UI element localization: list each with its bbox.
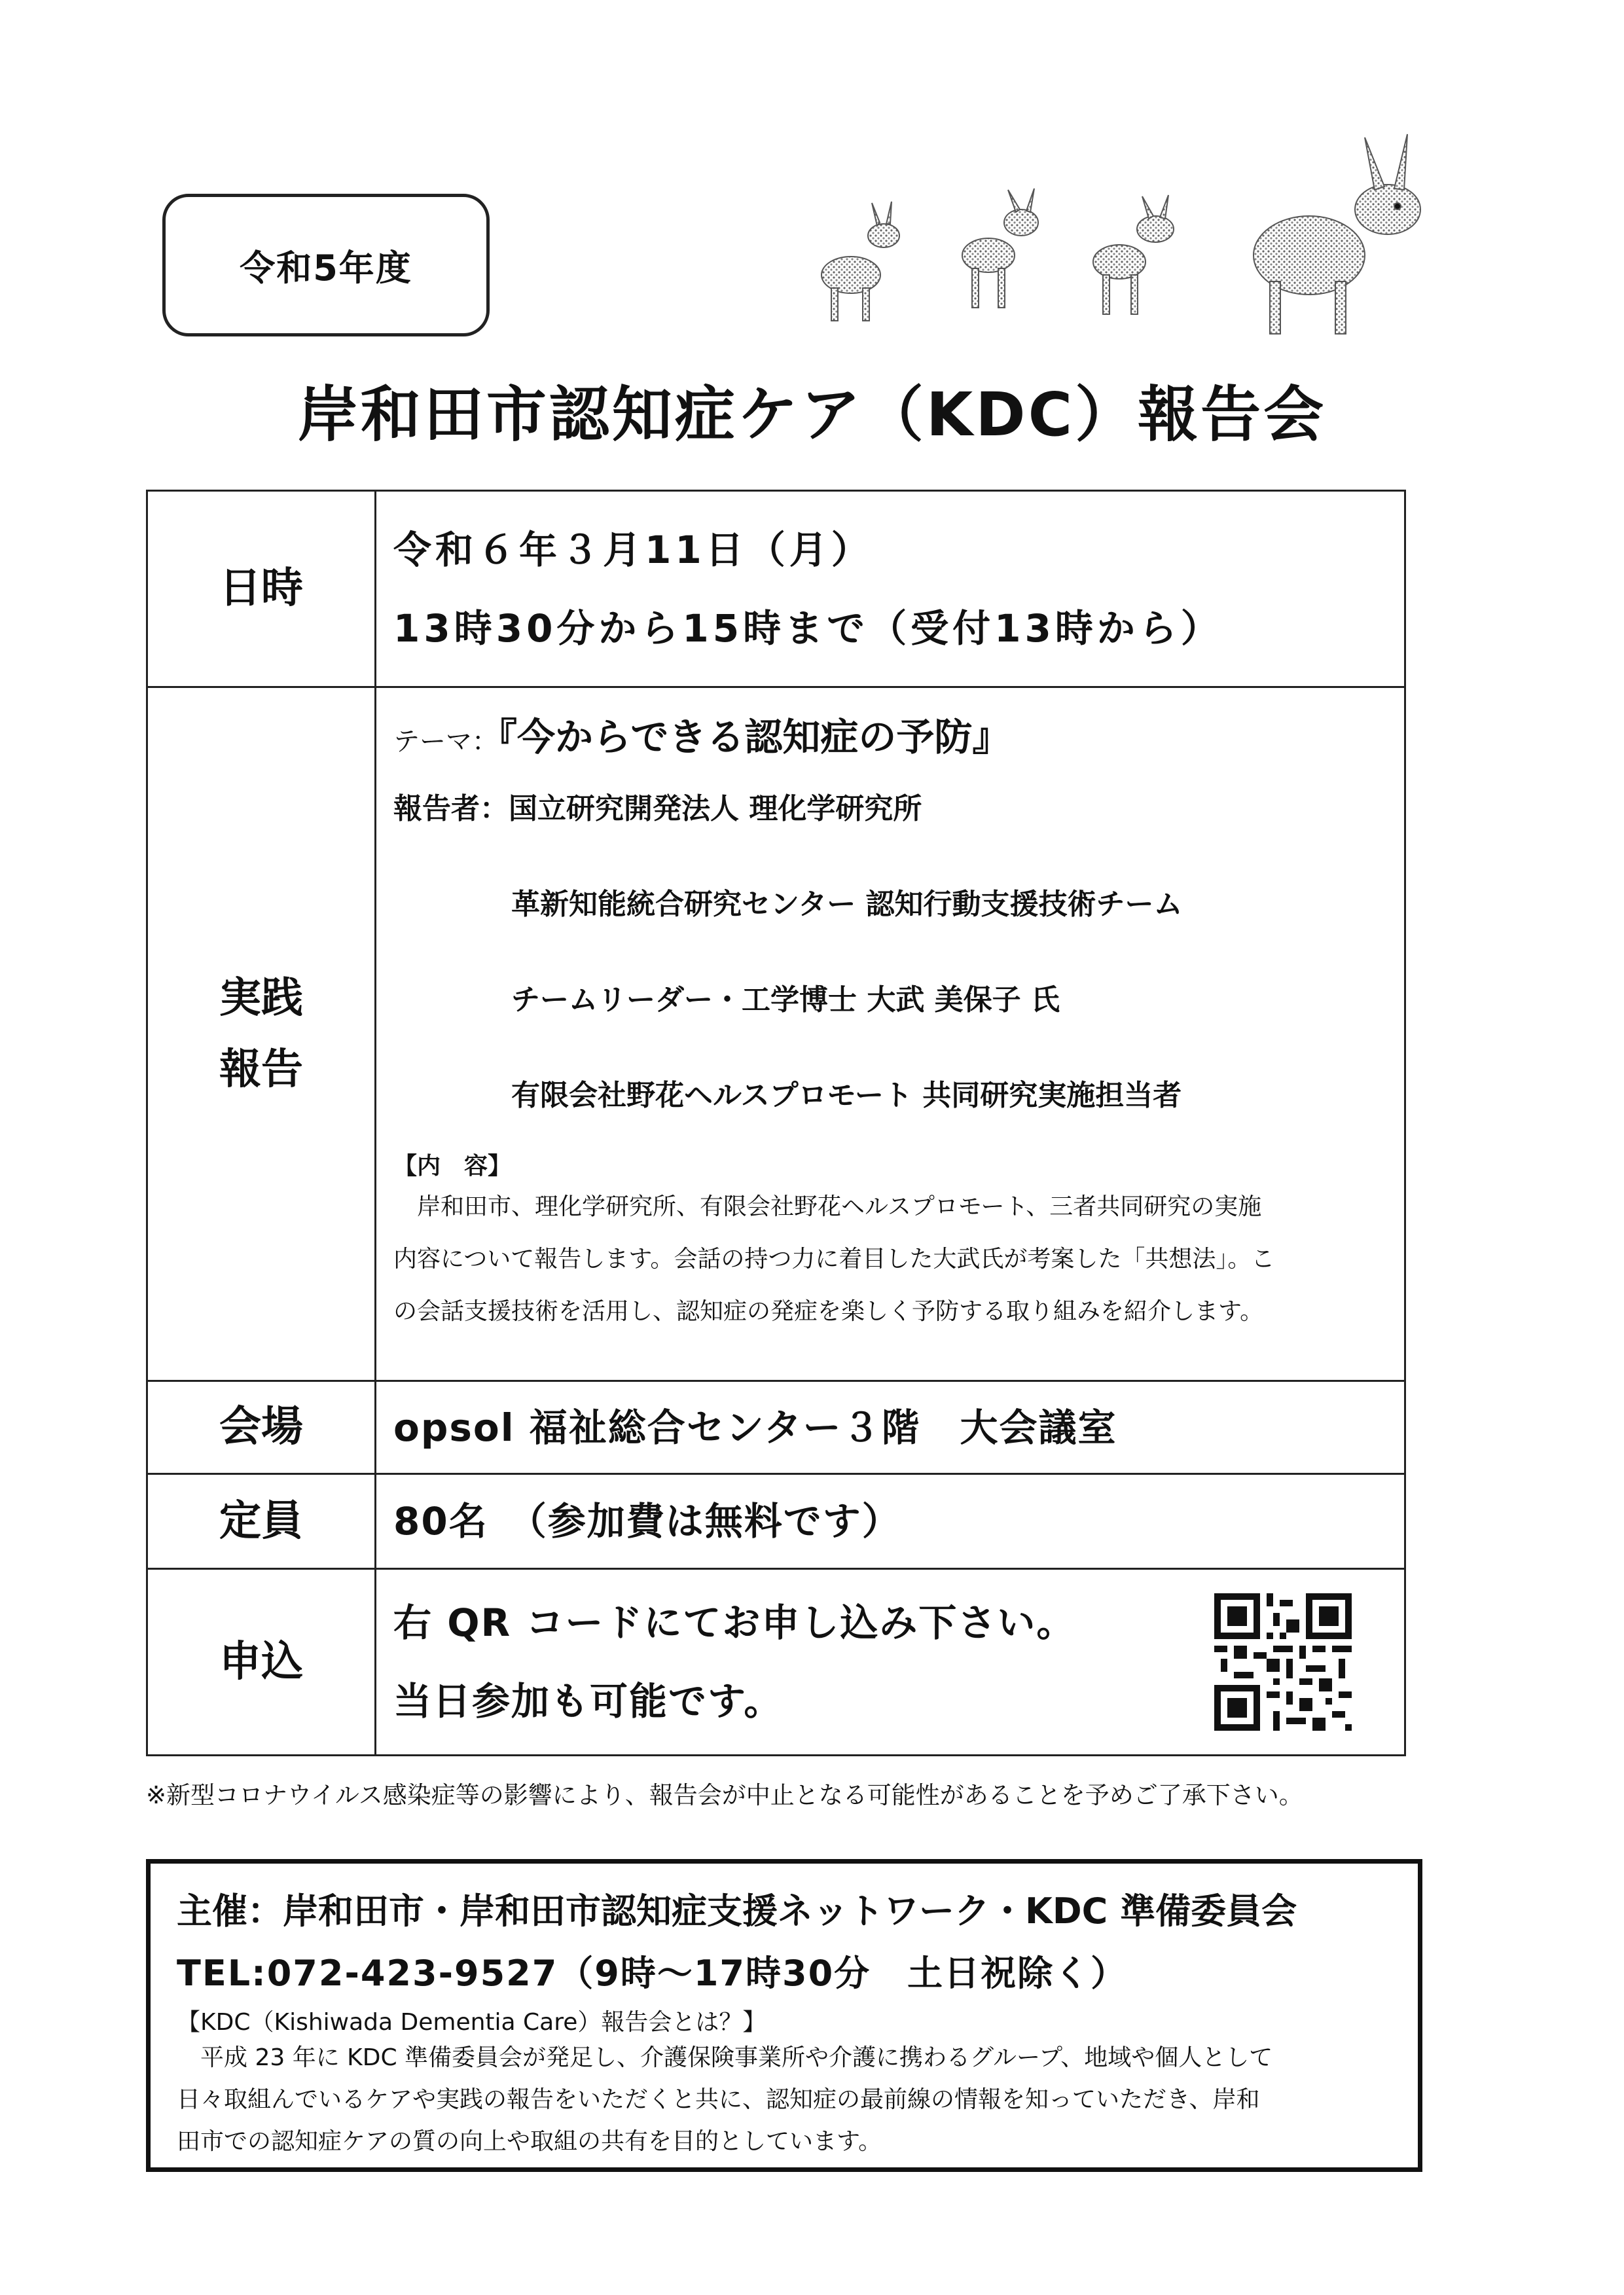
reporter-line: チームリーダー・工学博士 大武 美保子 氏 xyxy=(511,983,1060,1017)
about-heading: 【KDC（Kishiwada Dementia Care）報告会とは？】 xyxy=(177,2009,767,2036)
donkey-icon xyxy=(962,189,1038,308)
table-row-venue xyxy=(147,1381,1405,1474)
donkey-icon xyxy=(1093,195,1174,314)
datetime-cell xyxy=(376,491,1405,687)
about-line: 平成 23 年に KDC 準備委員会が発足し、介護保険事業所や介護に携わるグループ、地域や個人として xyxy=(177,2044,1273,2071)
content-line: の会話支援技術を活用し、認知症の発症を楽しく予防する取り組みを紹介します。 xyxy=(393,1298,1264,1325)
cancellation-notice: ※新型コロナウイルス感染症等の影響により、報告会が中止となる可能性があることを予めご了承下さい。 xyxy=(146,1781,1303,1809)
event-info-table xyxy=(146,490,1406,1756)
about-line: 田市での認知症ケアの質の向上や取組の共有を目的としています。 xyxy=(177,2128,882,2155)
about-line: 日々取組んでいるケアや実践の報告をいただくと共に、認知症の最前線の情報を知っていただき、岸和 xyxy=(177,2086,1260,2113)
content-heading: 【内 容】 xyxy=(393,1153,512,1180)
about-text xyxy=(177,2037,1392,2163)
report-label-line2: 報告 xyxy=(219,1045,303,1094)
venue-value: opsol 福祉総合センター３階 大会議室 xyxy=(393,1405,1117,1450)
theme-title: 『今からできる認知症の予防』 xyxy=(498,715,1011,759)
venue-label: 会場 xyxy=(147,1381,376,1474)
venue-cell xyxy=(376,1381,1405,1474)
content-description xyxy=(393,1181,1387,1338)
reporter-line: 革新知能統合研究センター 認知行動支援技術チーム xyxy=(511,888,1183,921)
phone-number[interactable]: TEL:072-423-9527（9時～17時30分 土日祝除く） xyxy=(177,1953,1128,1994)
table-row-capacity xyxy=(147,1474,1405,1569)
datetime-label: 日時 xyxy=(147,491,376,687)
table-row-apply xyxy=(147,1569,1405,1756)
report-cell xyxy=(376,687,1405,1381)
event-time: 13時30分から15時まで（受付13時から） xyxy=(393,605,1223,651)
organizer: 主催：岸和田市・岸和田市認知症支援ネットワーク・KDC 準備委員会 xyxy=(177,1890,1297,1932)
capacity-value: 80名 （参加費は無料です） xyxy=(393,1499,901,1544)
fiscal-year-text: 令和5年度 xyxy=(240,247,412,289)
report-label xyxy=(147,687,376,1381)
reporter-line: 報告者：国立研究開発法人 理化学研究所 xyxy=(393,792,922,825)
theme-prefix: テーマ： xyxy=(393,727,498,757)
report-label-line1: 実践 xyxy=(219,973,303,1022)
apply-cell xyxy=(376,1569,1405,1756)
apply-label: 申込 xyxy=(147,1569,376,1756)
table-row-report xyxy=(147,687,1405,1381)
apply-line1: 右 QR コードにてお申し込み下さい。 xyxy=(393,1600,1076,1645)
content-line: 岸和田市、理化学研究所、有限会社野花ヘルスプロモート、三者共同研究の実施 xyxy=(393,1193,1262,1220)
donkey-icon xyxy=(1254,134,1420,334)
table-row-datetime xyxy=(147,491,1405,687)
donkey-illustration xyxy=(812,124,1440,347)
event-date: 令和６年３月11日（月） xyxy=(393,527,873,572)
apply-line2: 当日参加も可能です。 xyxy=(393,1679,784,1724)
capacity-label: 定員 xyxy=(147,1474,376,1569)
donkey-icon xyxy=(821,202,899,321)
content-line: 内容について報告します。会話の持つ力に着目した大武氏が考案した「共想法」。こ xyxy=(393,1246,1275,1273)
reporter-line: 有限会社野花ヘルスプロモート 共同研究実施担当者 xyxy=(511,1079,1182,1112)
theme xyxy=(393,706,1387,761)
footer-box xyxy=(146,1859,1422,2172)
fiscal-year-badge xyxy=(162,194,490,336)
capacity-cell xyxy=(376,1474,1405,1569)
page-title: 岸和田市認知症ケア（KDC）報告会 xyxy=(297,380,1327,450)
qr-code-icon[interactable] xyxy=(1214,1593,1352,1731)
